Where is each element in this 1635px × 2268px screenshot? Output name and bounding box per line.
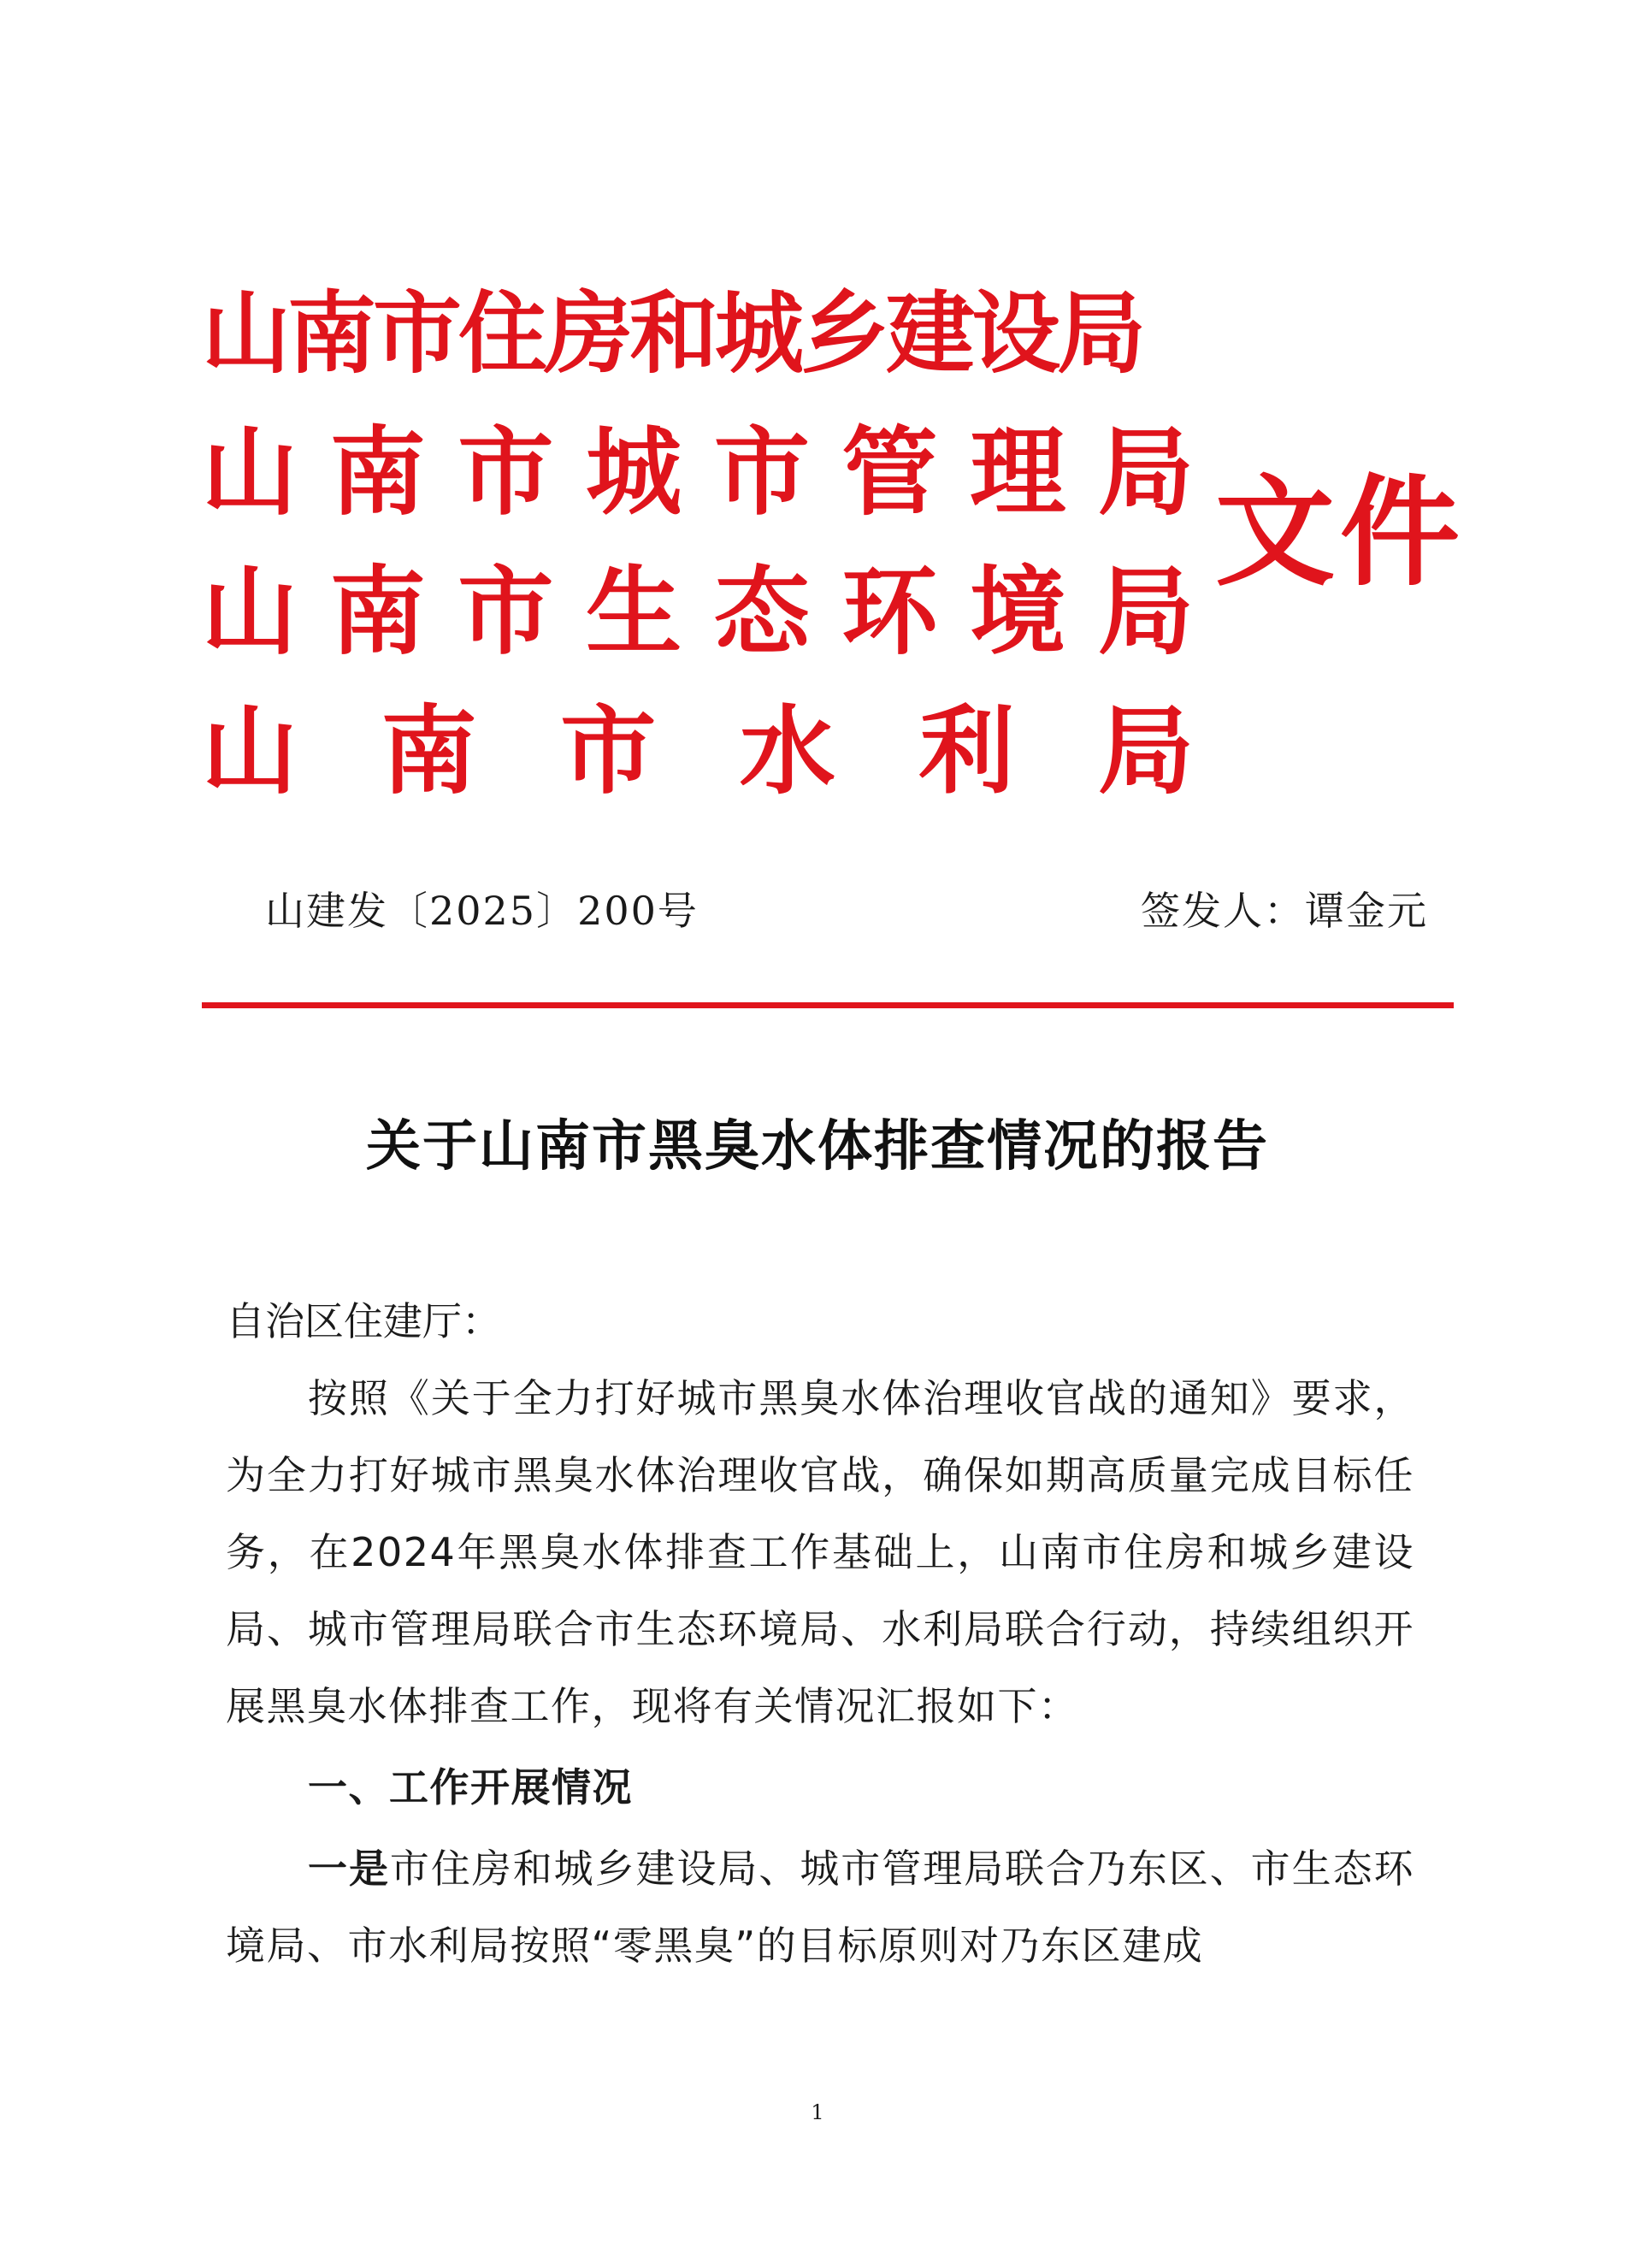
section-heading: 一、工作开展情况	[308, 1764, 633, 1810]
agency-char: 局	[1097, 695, 1194, 807]
agency-char: 环	[841, 556, 938, 668]
agency-char: 山	[202, 695, 298, 807]
agency-char: 生	[586, 556, 682, 668]
agency-char: 态	[713, 556, 810, 668]
agency-char: 城	[586, 416, 682, 529]
body-paragraph: 按照《关于全力打好城市黑臭水体治理收官战的通知》要求，为全力打好城市黑臭水体治理收官战，确保如期高质量完成目标任务，在2024年黑臭水体排查工作基础上，山南市住房和城乡建设局、城市管理局联合市生态环境局、水利局联合行动，持续组织开展黑臭水体排查工作，现将有关情况汇报如下：	[226, 1375, 1414, 1729]
agency-housing-construction-bureau	[202, 263, 1194, 403]
letterhead	[202, 263, 1484, 819]
agency-ecology-environment-bureau	[202, 542, 1194, 682]
agency-list	[202, 263, 1194, 821]
agency-char: 局	[1097, 416, 1194, 529]
document-meta-row	[265, 881, 1428, 941]
agency-char: 山	[202, 416, 298, 529]
document-label: 文件	[1215, 463, 1466, 603]
agency-name-text: 山南市住房和城乡建设局	[202, 281, 1143, 386]
document-body	[226, 1283, 1414, 1984]
agency-char: 市	[713, 416, 810, 529]
agency-char: 南	[329, 416, 426, 529]
agency-char: 水	[739, 695, 835, 807]
agency-char: 山	[202, 556, 298, 668]
agency-water-resources-bureau	[202, 682, 1194, 821]
agency-char: 利	[918, 695, 1015, 807]
body-paragraph	[226, 1830, 1414, 1984]
agency-char: 南	[329, 556, 426, 668]
agency-urban-management-bureau	[202, 403, 1194, 542]
red-separator-line	[202, 1002, 1454, 1008]
agency-char: 市	[560, 695, 657, 807]
page-number: 1	[811, 2100, 824, 2124]
agency-char: 境	[970, 556, 1066, 668]
document-number: 山建发〔2025〕200号	[265, 888, 699, 934]
agency-char: 南	[381, 695, 477, 807]
salutation: 自治区住建厅：	[226, 1298, 501, 1344]
signer-name: 签发人：谭金元	[1141, 888, 1428, 934]
agency-char: 管	[841, 416, 938, 529]
document-title: 关于山南市黑臭水体排查情况的报告	[366, 1114, 1269, 1178]
paragraph-lead: 一是	[308, 1846, 390, 1892]
agency-char: 局	[1097, 556, 1194, 668]
paragraph-text: 市住房和城乡建设局、城市管理局联合乃东区、市生态环境局、市水利局按照“零黑臭”的目标原则对乃东区建成	[226, 1846, 1415, 1969]
agency-char: 市	[457, 556, 554, 668]
agency-char: 理	[970, 416, 1066, 529]
agency-char: 市	[457, 416, 554, 529]
